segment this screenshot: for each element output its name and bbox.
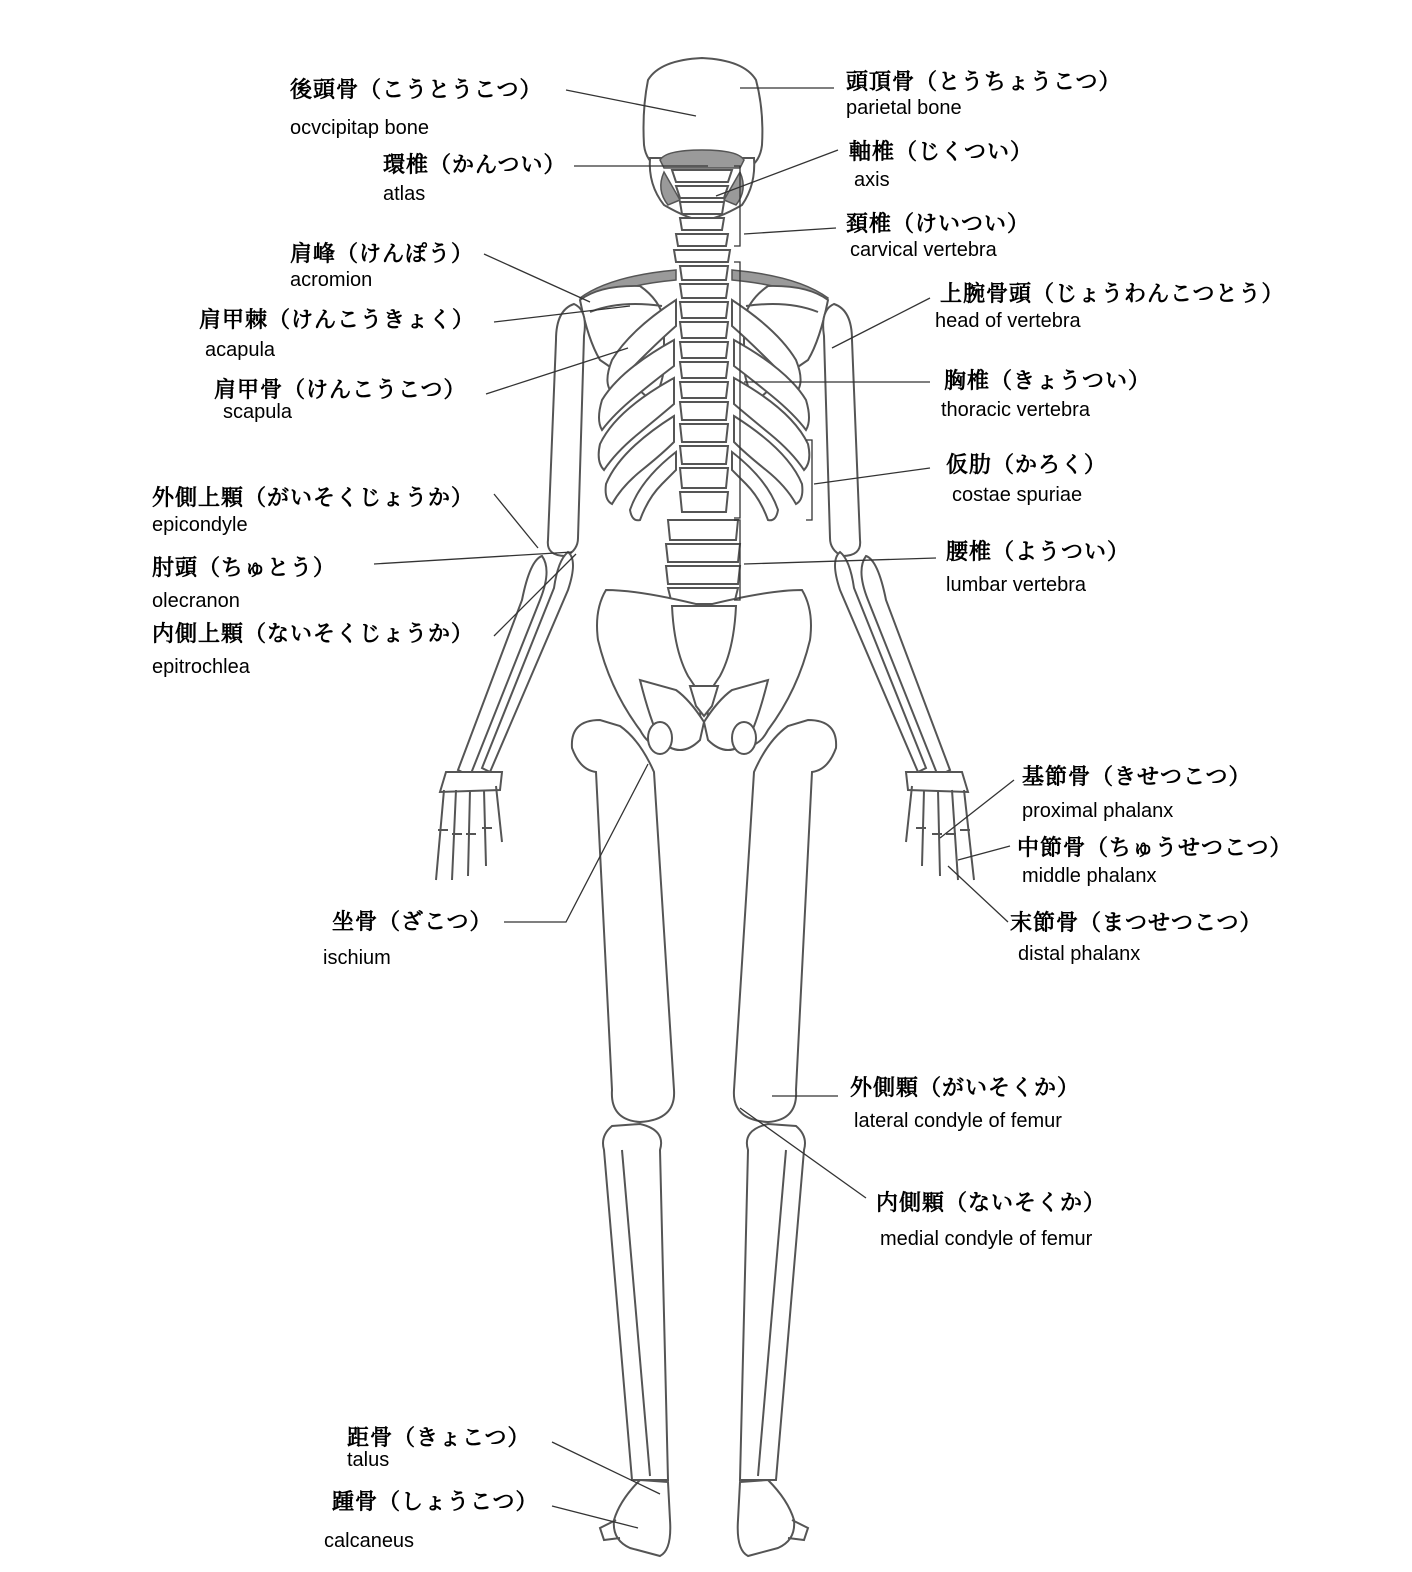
label-olecranon-en: olecranon	[152, 590, 240, 612]
leader-middle-phalanx	[958, 846, 1010, 860]
label-middle-phalanx-en: middle phalanx	[1022, 865, 1157, 887]
label-lateral-condyle-en: lateral condyle of femur	[854, 1110, 1062, 1132]
label-false-ribs-jp: 仮肋（かろく）	[946, 453, 1108, 478]
label-acromion-jp: 肩峰（けんぽう）	[290, 242, 475, 267]
label-medial-condyle-en: medial condyle of femur	[880, 1228, 1093, 1250]
label-calcaneus-en: calcaneus	[324, 1530, 415, 1552]
spine	[666, 266, 740, 604]
label-epicondyle-en: epicondyle	[152, 514, 248, 536]
label-atlas-jp: 環椎（かんつい）	[383, 153, 567, 178]
label-humeral-head-en: head of vertebra	[935, 310, 1081, 332]
label-cervical-en: carvical vertebra	[850, 239, 997, 261]
label-lateral-condyle-jp: 外側顆（がいそくか）	[850, 1076, 1081, 1101]
label-calcaneus-jp: 踵骨（しょうこつ）	[332, 1490, 539, 1515]
label-epitrochlea-en: epitrochlea	[152, 656, 250, 678]
label-occipital-en: ocvcipitap bone	[290, 117, 429, 139]
label-axis-jp: 軸椎（じくつい）	[849, 140, 1034, 165]
leader-epicondyle	[494, 494, 538, 548]
label-epicondyle-jp: 外側上顆（がいそくじょうか）	[152, 486, 475, 511]
label-thoracic-jp: 胸椎（きょうつい）	[944, 369, 1152, 394]
label-cervical-jp: 頚椎（けいつい）	[846, 212, 1031, 237]
label-false-ribs-en: costae spuriae	[952, 484, 1083, 506]
right-leg	[734, 720, 836, 1556]
label-humeral-head-jp: 上腕骨頭（じょうわんこつとう）	[940, 282, 1285, 307]
label-parietal-en: parietal bone	[846, 97, 962, 119]
label-distal-phalanx-en: distal phalanx	[1018, 943, 1141, 965]
label-axis-en: axis	[854, 169, 890, 191]
leader-distal-phalanx	[948, 866, 1008, 922]
label-acromion-en: acromion	[290, 269, 373, 291]
label-scapula-en: scapula	[223, 401, 292, 423]
label-distal-phalanx-jp: 末節骨（まつせつこつ）	[1010, 911, 1263, 936]
label-middle-phalanx-jp: 中節骨（ちゅうせつこつ）	[1017, 836, 1293, 861]
label-epitrochlea-jp: 内側上顆（ないそくじょうか）	[152, 622, 475, 647]
label-thoracic-en: thoracic vertebra	[941, 399, 1090, 421]
label-talus-en: talus	[347, 1449, 390, 1471]
leader-cervical	[744, 228, 836, 234]
label-proximal-phalanx-jp: 基節骨（きせつこつ）	[1022, 765, 1252, 790]
label-medial-condyle-jp: 内側顆（ないそくか）	[876, 1191, 1107, 1216]
label-occipital-jp: 後頭骨（こうとうこつ）	[290, 78, 543, 103]
label-talus-jp: 距骨（きょこつ）	[347, 1426, 531, 1451]
label-atlas-en: atlas	[383, 183, 426, 205]
label-lumbar-en: lumbar vertebra	[946, 574, 1087, 596]
label-scapular-spine-en: acapula	[205, 339, 276, 361]
pelvis	[597, 590, 811, 754]
label-scapula-jp: 肩甲骨（けんこうこつ）	[214, 378, 467, 403]
label-ischium-en: ischium	[323, 947, 391, 969]
leader-acromion	[484, 254, 590, 302]
label-proximal-phalanx-en: proximal phalanx	[1022, 800, 1174, 822]
label-olecranon-jp: 肘頭（ちゅとう）	[152, 556, 337, 581]
left-leg	[572, 720, 674, 1556]
label-ischium-jp: 坐骨（ざこつ）	[332, 910, 493, 935]
label-lumbar-jp: 腰椎（ようつい）	[946, 540, 1131, 565]
label-parietal-jp: 頭頂骨（とうちょうこつ）	[846, 70, 1122, 95]
label-scapular-spine-jp: 肩甲棘（けんこうきょく）	[199, 308, 476, 333]
